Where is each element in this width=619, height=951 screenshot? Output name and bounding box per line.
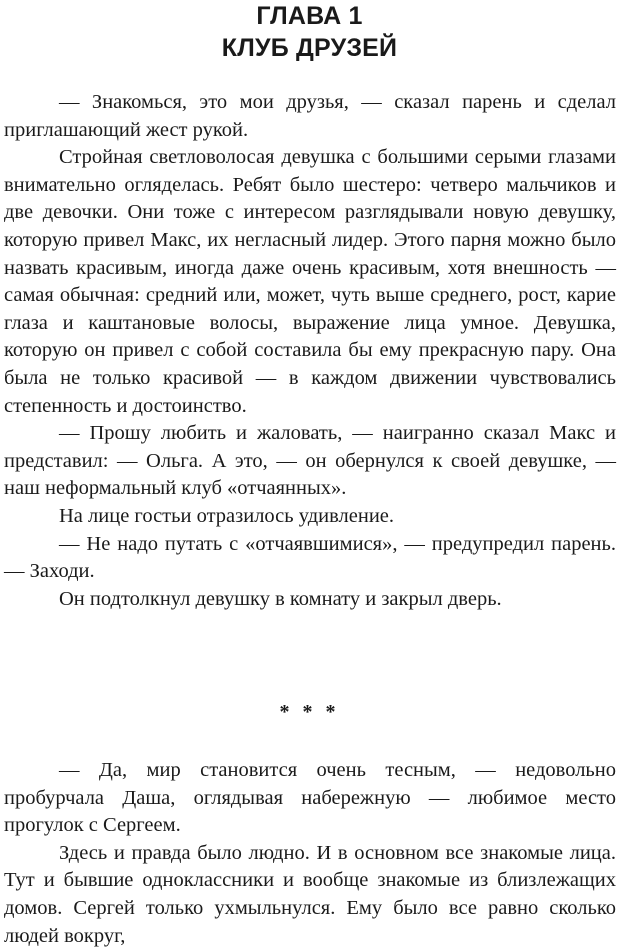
chapter-heading bbox=[0, 0, 619, 64]
paragraph: На лице гостьи отразилось удивление. bbox=[59, 504, 395, 527]
paragraph: Здесь и правда было людно. И в основном все знакомые лица. Тут и бывшие одноклассники и вообще знакомые из близлежащих домов. Сергей только ухмыльнулся. Ему было все равно сколько людей вокруг, bbox=[4, 841, 616, 947]
paragraph: — Знакомься, это мои друзья, — сказал парень и сделал приглашающий жест рукой. bbox=[4, 91, 616, 141]
paragraph: — Прошу любить и жаловать, — наигранно сказал Макс и представил: — Ольга. А это, — он обернулся к своей девушке, — наш неформальный клуб «отчаянных». bbox=[4, 422, 616, 500]
chapter-title: КЛУБ ДРУЗЕЙ bbox=[221, 34, 398, 62]
paragraph: Стройная светловолосая девушка с большими серыми глазами внимательно огляделась. Ребят было шестеро: четверо мальчиков и две девочки. Они тоже с интересом разглядывали новую девушку, которую привел Макс, их негласный лидер. Этого парня можно было назвать красивым, иногда даже очень красивым, хотя внешность — самая обычная: средний или, может, чуть выше среднего, рост, карие глаза и каштановые волосы, выражение лица умное. Девушка, которую он привел с собой составила бы ему прекрасную пару. Она была не только красивой — в каждом движении чувствовались степенность и достоинство. bbox=[4, 146, 616, 417]
chapter-number: ГЛАВА 1 bbox=[256, 2, 363, 30]
section-2-text bbox=[4, 757, 616, 950]
section-separator: * * * bbox=[279, 701, 340, 723]
paragraph: Он подтолкнул девушку в комнату и закрыл дверь. bbox=[59, 587, 502, 610]
paragraph: — Да, мир становится очень тесным, — недовольно пробурчала Даша, оглядывая набережную — любимое место прогулок с Сергеем. bbox=[4, 759, 616, 837]
paragraph: — Не надо путать с «отчаявшимися», — предупредил парень. — Заходи. bbox=[4, 532, 616, 583]
section-1-text bbox=[4, 89, 616, 613]
